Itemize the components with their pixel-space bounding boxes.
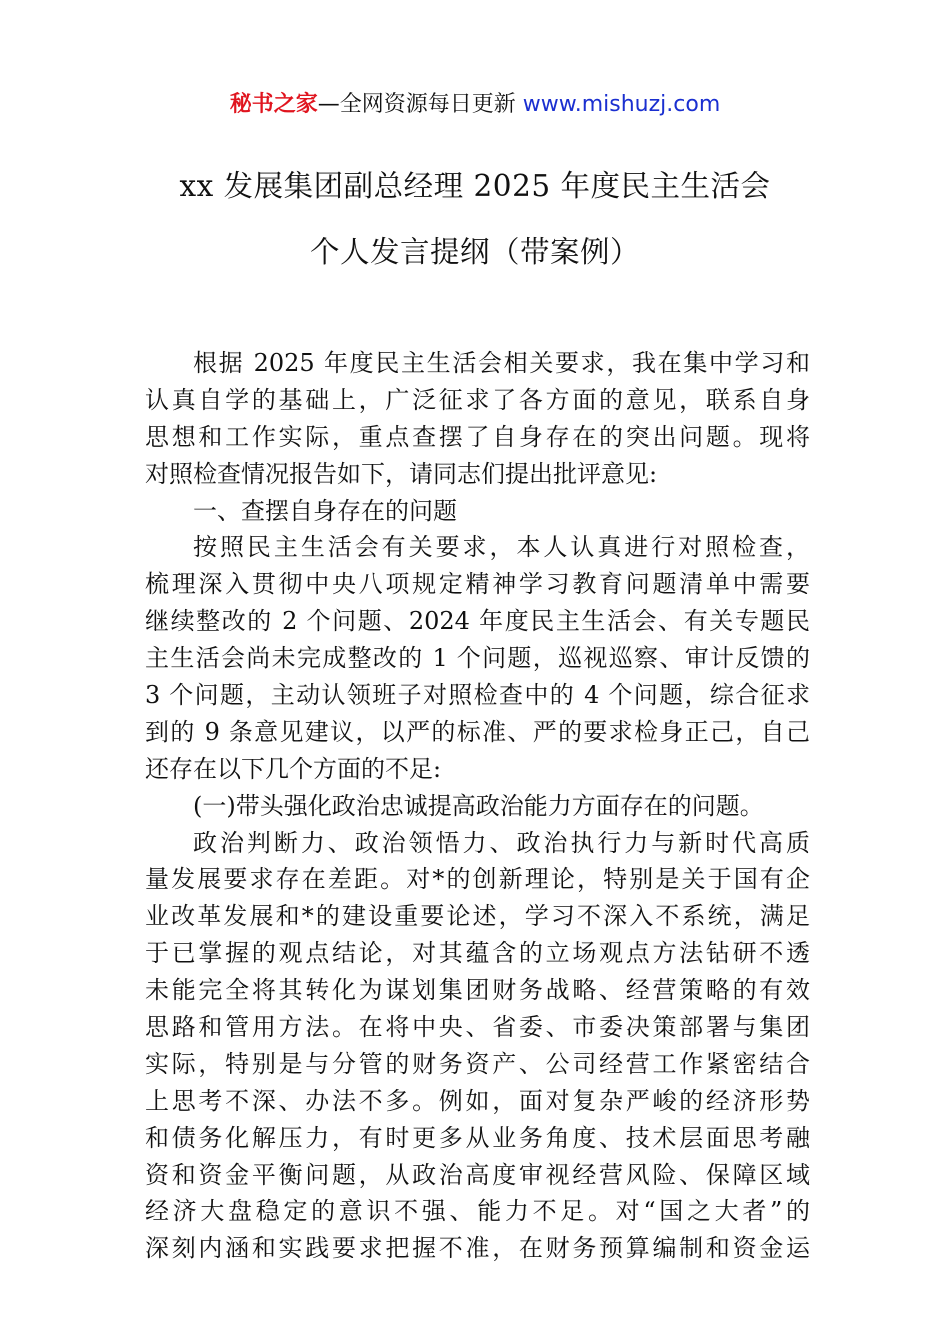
body-line-18: 未能完全将其转化为谋划集团财务战略、经营策略的有效 (145, 976, 810, 1005)
subsection-heading-1: (一)带头强化政治忠诚提高政治能力方面存在的问题。 (193, 791, 764, 820)
body-line-20: 实际，特别是与分管的财务资产、公司经营工作紧密结合 (145, 1049, 810, 1078)
body-line-17: 于已掌握的观点结论，对其蕴含的立场观点方法钻研不透 (145, 939, 810, 968)
site-url-link[interactable]: www.mishuzj.com (522, 92, 721, 117)
document-title-line-2: 个人发言提纲（带案例） (309, 235, 640, 269)
header-tagline: —全网资源每日更新 (317, 92, 516, 117)
body-line-8: 继续整改的 2 个问题、2024 年度民主生活会、有关专题民 (145, 607, 810, 636)
body-line-12: 还存在以下几个方面的不足: (145, 754, 442, 783)
body-line-22: 和债务化解压力，有时更多从业务角度、技术层面思考融 (145, 1123, 810, 1152)
body-line-1: 根据 2025 年度民主生活会相关要求，我在集中学习和 (193, 349, 810, 377)
body-line-4: 对照检查情况报告如下，请同志们提出批评意见: (145, 459, 658, 488)
body-line-23: 资和资金平衡问题，从政治高度审视经营风险、保障区域 (145, 1160, 810, 1189)
body-line-21: 上思考不深、办法不多。例如，面对复杂严峻的经济形势 (145, 1086, 810, 1115)
body-line-11: 到的 9 条意见建议，以严的标准、严的要求检身正己，自己 (145, 717, 810, 746)
body-line-19: 思路和管用方法。在将中央、省委、市委决策部署与集团 (145, 1013, 810, 1042)
body-line-3: 思想和工作实际，重点查摆了自身存在的突出问题。现将 (145, 422, 810, 451)
brand-name: 秘书之家 (229, 92, 318, 117)
site-header (0, 88, 950, 122)
document-body (145, 345, 810, 1267)
body-line-7: 梳理深入贯彻中央八项规定精神学习教育问题清单中需要 (145, 570, 810, 599)
body-line-10: 3 个问题，主动认领班子对照检查中的 4 个问题，综合征求 (145, 681, 810, 710)
body-line-9: 主生活会尚未完成整改的 1 个问题，巡视巡察、审计反馈的 (145, 644, 810, 673)
body-line-16: 业改革发展和*的建设重要论述，学习不深入不系统，满足 (145, 902, 810, 931)
document-title-line-1: xx 发展集团副总经理 2025 年度民主生活会 (179, 169, 771, 203)
body-line-6: 按照民主生活会有关要求，本人认真进行对照检查， (193, 533, 810, 562)
body-line-2: 认真自学的基础上，广泛征求了各方面的意见，联系自身 (145, 385, 810, 414)
body-line-14: 政治判断力、政治领悟力、政治执行力与新时代高质 (193, 828, 810, 857)
body-line-24: 经济大盘稳定的意识不强、能力不足。对“国之大者”的 (145, 1197, 810, 1226)
section-heading-1: 一、查摆自身存在的问题 (193, 496, 457, 525)
body-line-25: 深刻内涵和实践要求把握不准，在财务预算编制和资金运 (145, 1234, 810, 1263)
body-line-15: 量发展要求存在差距。对*的创新理论，特别是关于国有企 (145, 865, 810, 894)
